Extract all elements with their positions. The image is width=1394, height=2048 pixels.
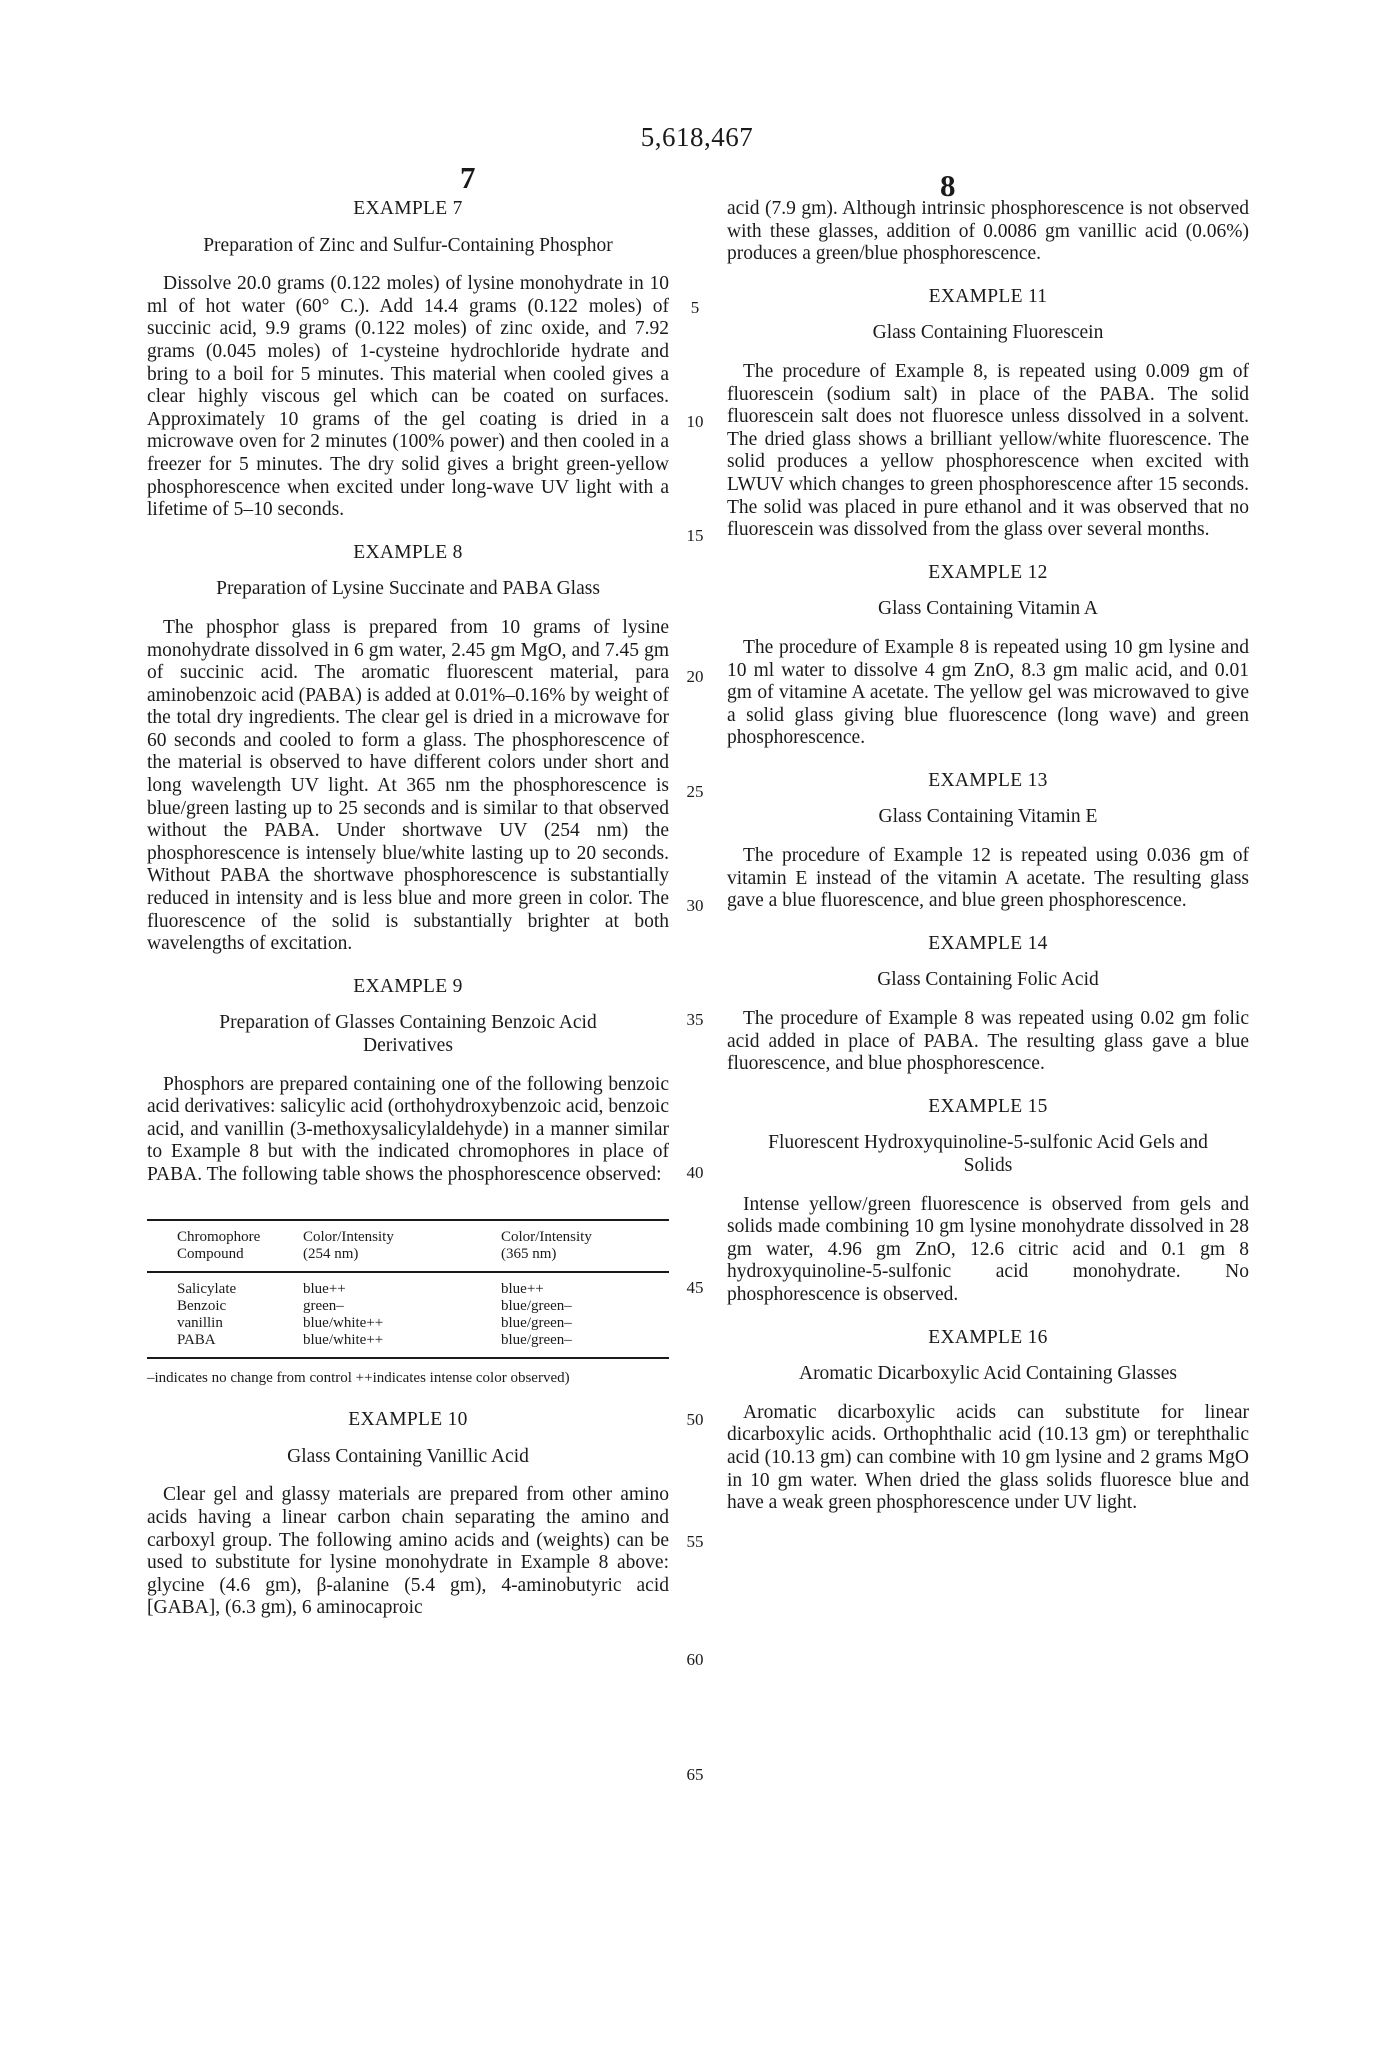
table-cell: blue/green– [497,1332,669,1358]
line-number: 25 [686,782,704,801]
example-13 [727,770,1249,913]
line-number: 35 [686,1010,704,1029]
example-16 [727,1327,1249,1515]
example-7 [147,198,669,522]
line-number: 60 [686,1650,704,1669]
table-cell: blue++ [501,1280,544,1297]
table-row [147,1298,669,1315]
example-heading: EXAMPLE 15 [928,1095,1048,1117]
example-title: Glass Containing Vitamin A [877,598,1098,620]
page-number-left: 7 [460,160,476,195]
example-heading: EXAMPLE 8 [353,541,463,563]
example-heading: EXAMPLE 10 [348,1409,468,1431]
example-title: Preparation of Zinc and Sulfur-Containing Phosphor [203,234,613,256]
table-row [147,1315,669,1332]
line-number: 55 [686,1532,704,1551]
example-title: Glass Containing Vanillic Acid [287,1445,529,1467]
table-header-cell: Chromophore Compound [147,1220,299,1272]
patent-number: 5,618,467 [640,122,754,152]
line-number: 65 [686,1765,704,1784]
example-title: Preparation of Glasses Containing Benzoic Acid Derivatives [219,1012,597,1056]
table-cell: blue/white++ [303,1314,384,1331]
example-body: The procedure of Example 8 was repeated using 0.02 gm folic acid added in place of PABA. The resulting glass gave a blue fluorescence, and blue phosphorescence. [727,1008,1249,1075]
table-cell: green– [303,1297,344,1314]
example-title: Preparation of Lysine Succinate and PABA Glass [216,578,600,600]
line-number: 45 [686,1278,704,1297]
table-cell: Salicylate [177,1280,237,1297]
right-column [727,198,1249,1515]
example-10 [147,1409,669,1620]
example-body: The procedure of Example 12 is repeated using 0.036 gm of vitamin E instead of the vitamin A acetate. The resulting glass gave a blue fluorescence, and blue green phosphorescence. [727,845,1249,912]
line-number: 30 [686,896,704,915]
example-body: Clear gel and glassy materials are prepared from other amino acids having a linear carbon chain separating the amino and carboxyl group. The following amino acids and (weights) can be used to substitute for lysine monohydrate in Example 8 above: glycine (4.6 gm), β-alanine (5.4 gm), 4-aminobutyric acid [GABA], (6.3 gm), 6 aminocaproic [147,1484,669,1619]
table-cell: PABA [147,1332,299,1358]
example-12 [727,562,1249,750]
example-heading: EXAMPLE 7 [353,198,463,219]
example-heading: EXAMPLE 16 [928,1326,1048,1348]
example-body: The procedure of Example 8 is repeated using 10 gm lysine and 10 ml water to dissolve 4 gm ZnO, 8.3 gm malic acid, and 0.01 gm of vitamine A acetate. The yellow gel was microwaved to give a solid glass giving blue fluorescence (long wave) and green phosphorescence. [727,636,1249,749]
example-14 [727,933,1249,1076]
line-number: 5 [690,298,700,317]
chromophore-table [147,1219,669,1359]
example-heading: EXAMPLE 9 [353,975,463,997]
line-number: 50 [686,1410,704,1429]
table-cell: blue/green– [501,1314,572,1331]
example-heading: EXAMPLE 11 [928,285,1048,307]
line-number: 20 [686,667,704,686]
table-row [147,1332,669,1358]
example-11 [727,286,1249,542]
example-body: Phosphors are prepared containing one of the following benzoic acid derivatives: salicylic acid (orthohydroxybenzoic acid, benzoic acid, and vanillin (3-methoxysalicylaldehyde) in a manner similar to Example 8 but with the indicated chromophores in place of PABA. The following table shows the phosphorescence observed: [147,1073,669,1185]
example-body: The phosphor glass is prepared from 10 grams of lysine monohydrate dissolved in 6 gm water, 2.45 gm MgO, and 7.45 gm of succinic acid. The aromatic fluorescent material, para aminobenzoic acid (PABA) is added at 0.01%–0.16% by weight of the total dry ingredients. The clear gel is dried in a microwave for 60 seconds and cooled to form a glass. The phosphorescence of the material is observed to have different colors under short and long wavelength UV light. At 365 nm the phosphorescence is blue/green lasting up to 25 seconds and is similar to that observed without the PABA. Under shortwave UV (254 nm) the phosphorescence is intensely blue/white lasting up to 20 seconds. Without PABA the shortwave phosphorescence is substantially reduced in intensity and is less blue and more green in color. The fluorescence of the solid is substantially brighter at both wavelengths of excitation. [147,616,669,955]
line-number: 15 [686,526,704,545]
example-9 [147,976,669,1187]
example-body: Dissolve 20.0 grams (0.122 moles) of lysine monohydrate in 10 ml of hot water (60° C.). Add 14.4 grams (0.122 moles) of succinic acid, 9.9 grams (0.122 moles) of zinc oxide, and 7.92 grams (0.045 moles) of 1-cysteine hydrochloride hydrate and bring to a boil for 5 minutes. This material when cooled gives a clear highly viscous gel which can be coated on surfaces. Approximately 10 grams of the gel coating is dried in a microwave oven for 2 minutes (100% power) and then cooled in a freezer for 5 minutes. The dry solid gives a bright green-yellow phosphorescence when excited under long-wave UV light with a lifetime of 5–10 seconds. [147,273,669,521]
example-heading: EXAMPLE 12 [928,561,1048,583]
table-cell: vanillin [177,1314,223,1331]
table-header-cell: Color/Intensity (254 nm) [299,1220,497,1272]
line-number: 10 [686,412,704,431]
example-body: Aromatic dicarboxylic acids can substitute for linear dicarboxylic acids. Orthophthalic acid (10.13 gm) or terephthalic acid (10.13 gm) can combine with 10 gm lysine and 2 grams MgO in 10 gm water. When dried the glass solids fluoresce blue and have a weak green phosphorescence under UV light. [727,1401,1249,1514]
page-number-right: 8 [940,168,956,203]
table-row [147,1272,669,1298]
example-title: Glass Containing Vitamin E [878,806,1098,828]
example-title: Aromatic Dicarboxylic Acid Containing Glasses [798,1363,1177,1385]
line-number: 40 [686,1163,704,1182]
example-body: Intense yellow/green fluorescence is observed from gels and solids made combining 10 gm lysine monohydrate dissolved in 28 gm water, 4.96 gm ZnO, 12.6 citric acid and 0.1 gm 8 hydroxyquinoline-5-sulfonic acid monohydrate. No phosphorescence is observed. [727,1193,1249,1305]
table-cell: blue/green– [501,1297,572,1314]
example-title: Glass Containing Fluorescein [872,322,1104,344]
table-header-cell: Color/Intensity (365 nm) [497,1220,669,1272]
continued-text: acid (7.9 gm). Although intrinsic phosphorescence is not observed with these glasses, addition of 0.0086 gm vanillic acid (0.06%) produces a green/blue phosphorescence. [727,198,1249,265]
example-body: The procedure of Example 8, is repeated using 0.009 gm of fluorescein (sodium salt) in place of the PABA. The solid fluorescein salt does not fluoresce unless dissolved in a solvent. The dried glass shows a brilliant yellow/white fluorescence. The solid produces a yellow phosphorescence when excited with LWUV which changes to green phosphorescence after 15 seconds. The solid was placed in pure ethanol and it was observed that no fluorescein was dissolved from the glass over several months. [727,360,1249,541]
example-title: Glass Containing Folic Acid [877,969,1099,991]
example-title: Fluorescent Hydroxyquinoline-5-sulfonic Acid Gels and Solids [768,1132,1208,1176]
table-cell: Benzoic [177,1297,227,1314]
left-column [147,198,669,1620]
table-note: –indicates no change from control ++indicates intense color observed) [147,1369,570,1386]
example-15 [727,1096,1249,1307]
table-cell: blue/white++ [299,1332,497,1358]
example-8 [147,542,669,956]
example-heading: EXAMPLE 13 [928,769,1048,791]
table-cell: blue++ [303,1280,346,1297]
table-header-row [147,1220,669,1272]
example-heading: EXAMPLE 14 [928,932,1048,954]
